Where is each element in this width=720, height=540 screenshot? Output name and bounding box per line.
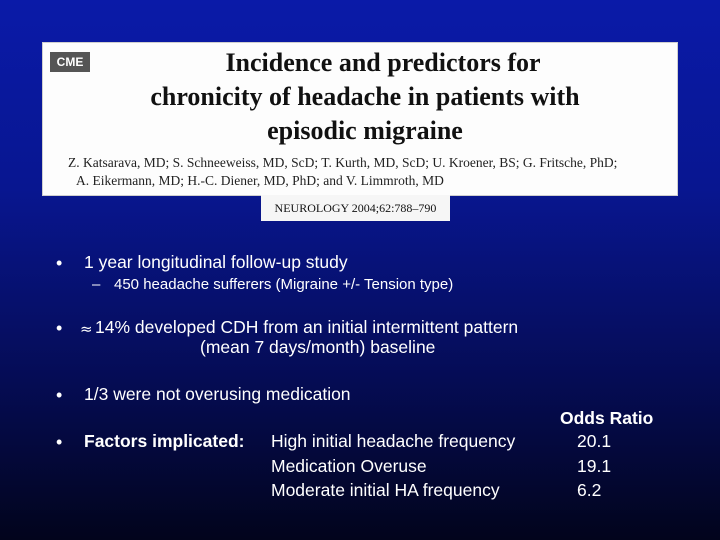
odds-ratio-header: Odds Ratio [560,408,654,428]
factor-moderate-frequency: Moderate initial HA frequency [271,480,500,500]
paper-title-line-1: Incidence and predictors for [225,48,541,77]
sub-bullet-dash: – [92,276,101,293]
paper-authors [68,154,678,190]
bullet-marker: • [56,385,63,405]
paper-title-line-3: episodic migraine [267,116,463,145]
journal-citation: NEUROLOGY 2004;62:788–790 [261,195,450,221]
bullet-marker: • [56,432,63,452]
authors-line-2: A. Eikermann, MD; H.-C. Diener, MD, PhD; and V. Limmroth, MD [76,173,444,188]
factor-medication-overuse: Medication Overuse [271,456,427,476]
odds-value-medication-overuse: 19.1 [577,456,612,476]
bullet-not-overusing: 1/3 were not overusing medication [84,384,351,404]
bullet-cdh-incidence-detail: (mean 7 days/month) baseline [200,337,436,357]
factors-label: Factors implicated: [84,431,245,451]
odds-value-high-frequency: 20.1 [577,431,612,451]
paper-title-line-2: chronicity of headache in patients with [150,82,580,111]
bullet-cdh-incidence: 14% developed CDH from an initial intermittent pattern [95,317,519,337]
odds-value-moderate-frequency: 6.2 [577,480,602,500]
bullet-marker: • [56,253,63,273]
factor-high-frequency: High initial headache frequency [271,431,516,451]
approx-symbol: ≈ [80,320,93,338]
bullet-marker: • [56,318,63,338]
paper-title [60,46,670,148]
authors-line-1: Z. Katsarava, MD; S. Schneeweiss, MD, ScD; T. Kurth, MD, ScD; U. Kroener, BS; G. Fritsche, PhD; [68,155,618,170]
bullet-followup-study: 1 year longitudinal follow-up study [84,252,348,272]
sub-bullet-sufferers: 450 headache sufferers (Migraine +/- Tension type) [114,276,454,293]
cme-badge: CME [50,52,90,72]
